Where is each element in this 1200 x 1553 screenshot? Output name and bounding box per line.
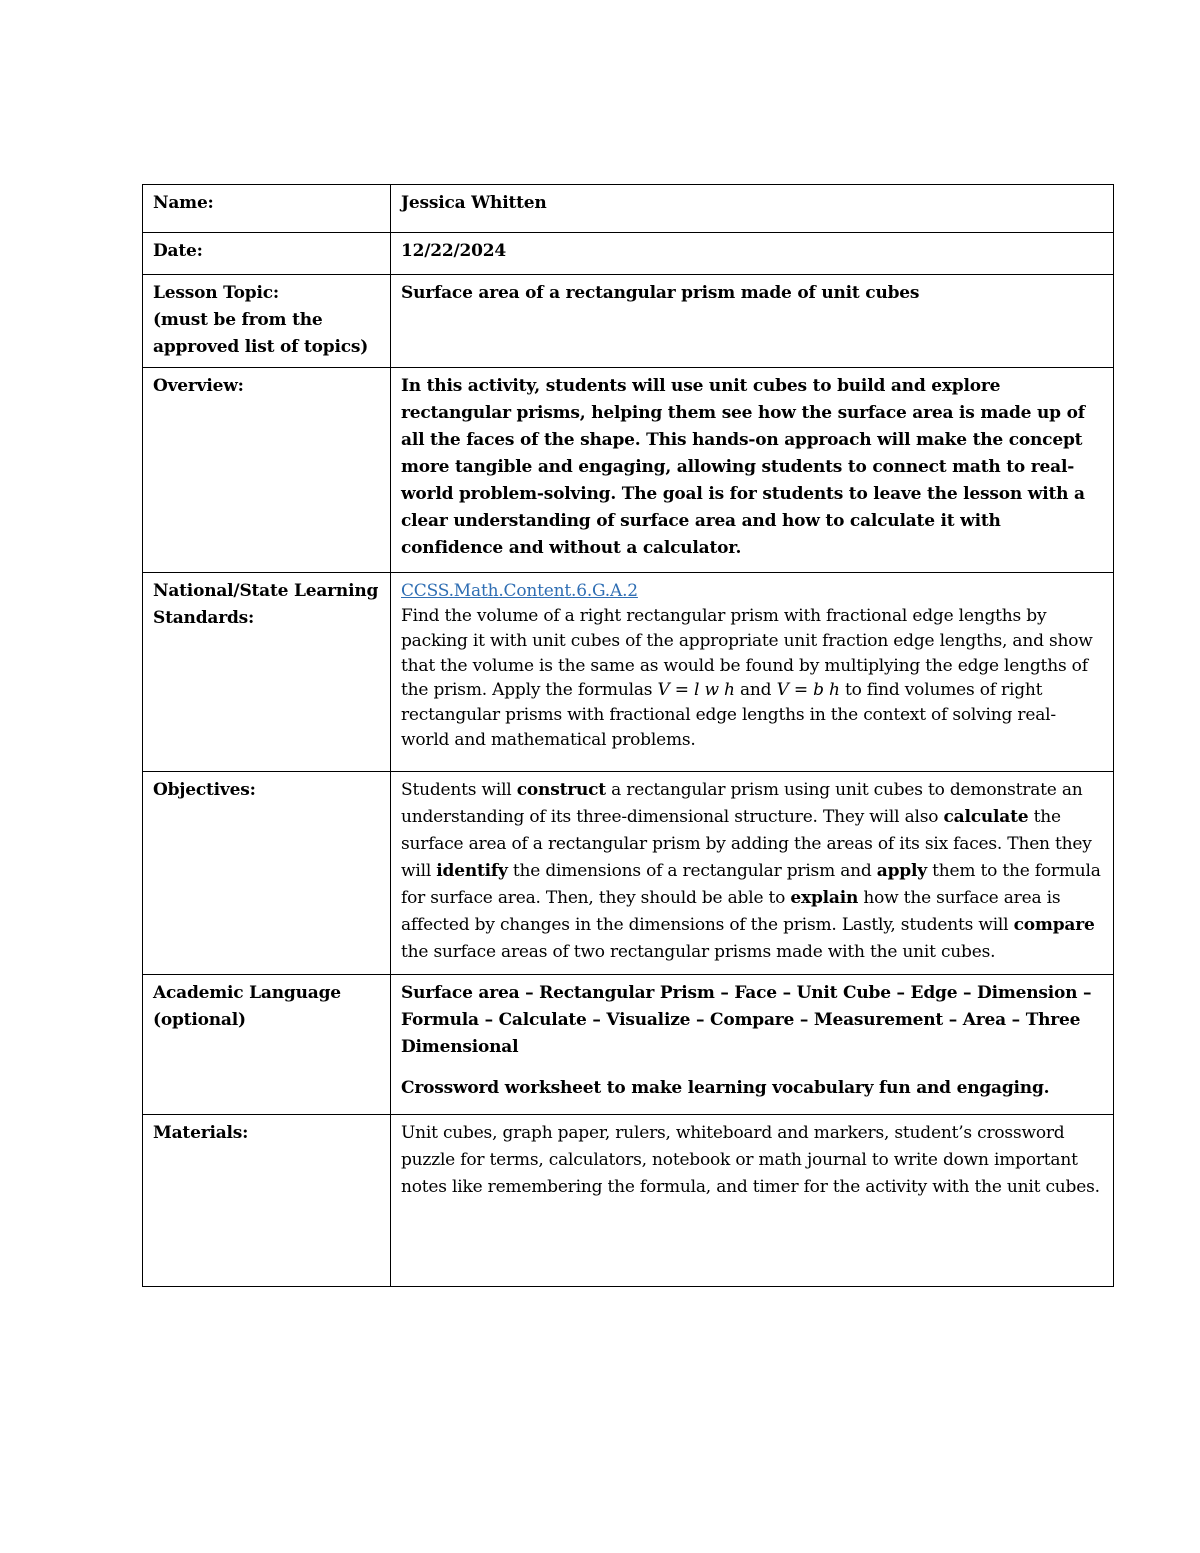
objective-verb-compare: compare — [1013, 915, 1095, 935]
standard-description — [401, 604, 1103, 753]
standard-link[interactable]: CCSS.Math.Content.6.G.A.2 — [401, 581, 638, 601]
date-label: Date: — [143, 233, 391, 275]
objectives-text-3: the surface area of a rectangular prism by adding the areas of its six faces. Then they will — [401, 807, 1092, 881]
objectives-text-2: a rectangular prism using unit cubes to demonstrate an understanding of its three-dimensional structure. They will also — [401, 780, 1083, 827]
materials-label: Materials: — [143, 1115, 391, 1287]
standard-text-after: to find volumes of right rectangular prisms with fractional edge lengths in the context of solving real-world and mathematical problems. — [401, 680, 1056, 750]
standards-row — [143, 573, 1114, 772]
topic-label-title: Lesson Topic: — [153, 283, 279, 303]
topic-row — [143, 275, 1114, 368]
materials-row — [143, 1115, 1114, 1287]
standard-text-and: and — [734, 680, 777, 701]
objectives-text-1: Students will — [401, 780, 517, 800]
overview-value: In this activity, students will use unit cubes to build and explore rectangular prisms, helping them see how the surface area is made up of all the faces of the shape. This hands-on approach will make the concept more tangible and engaging, allowing students to connect math to real-world problem-solving. The goal is for students to leave the lesson with a clear understanding of surface area and how to calculate it with confidence and without a calculator. — [391, 368, 1114, 573]
paragraph-spacer — [401, 1061, 1103, 1075]
objective-verb-calculate: calculate — [943, 807, 1029, 827]
academic-language-label — [143, 975, 391, 1115]
lesson-plan-table — [142, 184, 1114, 1287]
date-value: 12/22/2024 — [391, 233, 1114, 275]
topic-label-note: (must be from the approved list of topics) — [153, 310, 369, 357]
academic-language-value — [391, 975, 1114, 1115]
objective-verb-construct: construct — [516, 780, 606, 800]
name-value: Jessica Whitten — [391, 185, 1114, 233]
academic-language-title: Academic Language — [153, 983, 341, 1003]
overview-label: Overview: — [143, 368, 391, 573]
objective-verb-explain: explain — [790, 888, 859, 908]
name-label: Name: — [143, 185, 391, 233]
vocabulary-terms: Surface area – Rectangular Prism – Face – Unit Cube – Edge – Dimension – Formula – Calculate – Visualize – Compare – Measurement – Area – Three Dimensional — [401, 983, 1092, 1057]
objective-verb-apply: apply — [876, 861, 927, 881]
formula-volume-lwh: V = l w h — [657, 680, 735, 701]
objectives-value — [391, 772, 1114, 975]
objective-verb-identify: identify — [436, 861, 508, 881]
objectives-text-6: how the surface area is affected by changes in the dimensions of the prism. Lastly, students will — [401, 888, 1061, 935]
materials-value: Unit cubes, graph paper, rulers, whiteboard and markers, student’s crossword puzzle for terms, calculators, notebook or math journal to write down important notes like remembering the formula, and timer for the activity with the unit cubes. — [391, 1115, 1114, 1287]
academic-language-row — [143, 975, 1114, 1115]
objectives-text-7: the surface areas of two rectangular prisms made with the unit cubes. — [401, 942, 996, 962]
name-row — [143, 185, 1114, 233]
objectives-text-5: them to the formula for surface area. Then, they should be able to — [401, 861, 1101, 908]
objectives-label: Objectives: — [143, 772, 391, 975]
standards-value — [391, 573, 1114, 772]
objectives-row — [143, 772, 1114, 975]
topic-label — [143, 275, 391, 368]
academic-language-optional: (optional) — [153, 1010, 246, 1030]
objectives-text-4: the dimensions of a rectangular prism and — [507, 861, 877, 881]
standard-text-before: Find the volume of a right rectangular prism with fractional edge lengths by packing it with unit cubes of the appropriate unit fraction edge lengths, and show that the volume is the same as would be found by multiplying the edge lengths of the prism. Apply the formulas — [401, 606, 1093, 701]
standards-label: National/State Learning Standards: — [143, 573, 391, 772]
overview-row — [143, 368, 1114, 573]
topic-value: Surface area of a rectangular prism made of unit cubes — [391, 275, 1114, 368]
crossword-note: Crossword worksheet to make learning vocabulary fun and engaging. — [401, 1078, 1050, 1098]
formula-volume-bh: V = b h — [776, 680, 840, 701]
date-row — [143, 233, 1114, 275]
